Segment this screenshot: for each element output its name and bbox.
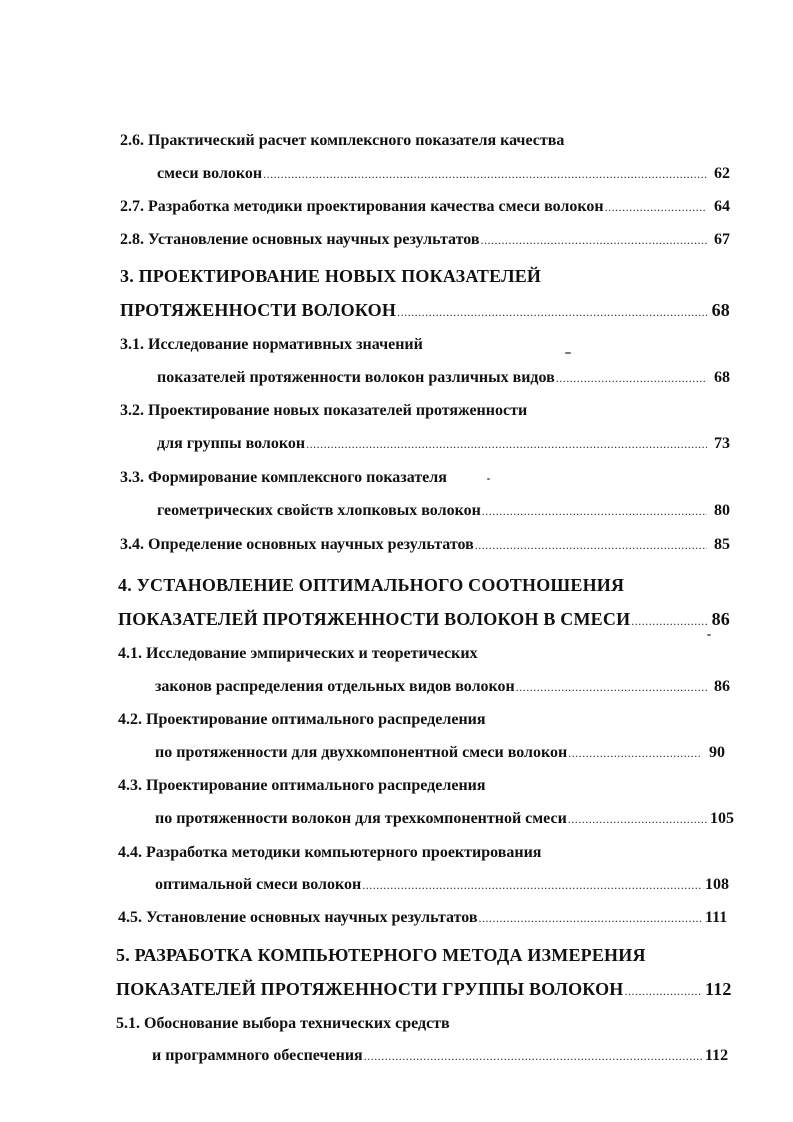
scan-speck [707,634,711,636]
toc-entry-4-1-heading [118,646,478,662]
dot-leader [516,681,707,693]
toc-chapter-5-heading [116,946,646,964]
toc-chapter-text: 3. ПРОЕКТИРОВАНИЕ НОВЫХ ПОКАЗАТЕЛЕЙ [120,266,542,286]
page-number: 111 [705,909,728,926]
dot-leader [263,168,707,180]
toc-entry-text: и программного обеспечения [152,1047,363,1064]
toc-entry-4-2-heading [118,712,486,728]
toc-chapter-3[interactable] [120,301,730,319]
page-number: 112 [705,979,732,999]
toc-entry-text: по протяженности для двухкомпонентной смеси волокон [155,744,568,761]
dot-leader [568,813,707,825]
page-number: 68 [714,369,730,386]
dot-leader [624,985,702,997]
toc-entry-text: геометрических свойств хлопковых волокон [157,502,481,519]
toc-entry-3-3[interactable] [157,503,730,519]
dot-leader [481,234,707,246]
toc-entry-4-3[interactable] [155,810,734,827]
dot-leader [631,615,707,627]
dot-leader [362,879,702,891]
toc-entry-3-4[interactable] [120,537,730,553]
toc-entry-3-2-heading [120,403,527,419]
toc-entry-3-2[interactable] [157,436,730,452]
toc-entry-text: законов распределения отдельных видов волокон [155,678,515,695]
dot-leader [482,505,707,517]
toc-entry-2-6-heading [120,133,564,149]
toc-entry-text: 3.1. Исследование нормативных значений [120,336,423,353]
toc-entry-text: 3.3. Формирование комплексного показателя [120,469,447,486]
toc-chapter-5[interactable] [116,979,732,999]
toc-entry-4-4[interactable] [155,876,729,893]
page-number: 86 [711,609,730,629]
dot-leader [568,747,702,759]
toc-entry-text: 2.7. Разработка методики проектирования качества смеси волокон [120,198,604,215]
toc-entry-text: показателей протяженности волокон различных видов [157,369,555,386]
toc-chapter-3-heading [120,267,541,285]
dot-leader [475,539,707,551]
page-number: 62 [714,165,730,182]
toc-entry-text: 2.6. Практический расчет комплексного показателя качества [120,132,565,149]
toc-entry-5-1-heading [116,1016,450,1032]
toc-chapter-4-heading [118,576,624,594]
dot-leader [397,306,707,318]
dot-leader [605,201,707,213]
toc-entry-2-7[interactable] [120,199,730,215]
page-number: 64 [714,198,730,215]
page-number: 86 [714,678,730,695]
page-number: 80 [714,502,730,519]
toc-chapter-text: ПОКАЗАТЕЛЕЙ ПРОТЯЖЕННОСТИ ВОЛОКОН В СМЕСИ [118,609,631,629]
toc-entry-text: 4.2. Проектирование оптимального распределения [118,711,486,728]
toc-entry-4-4-heading [118,845,541,861]
page-number: 67 [714,231,730,248]
toc-entry-3-3-heading [120,470,447,486]
toc-entry-text: 4.5. Установление основных научных результатов [118,909,478,926]
dot-leader [306,438,707,450]
scan-speck [487,478,490,480]
page-number: 108 [705,876,729,893]
toc-entry-text: смеси волокон [157,165,263,182]
toc-entry-4-3-heading [118,778,486,794]
toc-entry-2-8[interactable] [120,232,730,248]
page-number: 112 [705,1047,729,1064]
toc-entry-5-1[interactable] [152,1047,729,1064]
toc-entry-4-5[interactable] [118,909,728,926]
toc-chapter-text: ПРОТЯЖЕННОСТИ ВОЛОКОН [120,300,397,320]
toc-entry-text: 3.4. Определение основных научных результатов [120,536,474,553]
toc-entry-text: 4.4. Разработка методики компьютерного проектирования [118,844,542,861]
toc-entry-text: 4.3. Проектирование оптимального распределения [118,777,486,794]
toc-entry-text: 5.1. Обоснование выбора технических средств [116,1015,450,1032]
dot-leader [364,1050,702,1062]
toc-entry-text: 3.2. Проектирование новых показателей протяженности [120,402,528,419]
toc-entry-4-1[interactable] [155,679,730,695]
page-number: 90 [709,744,725,761]
toc-entry-3-1-heading [120,337,423,353]
toc-entry-4-2[interactable] [155,745,725,761]
toc-entry-text: 4.1. Исследование эмпирических и теоретических [118,645,478,662]
toc-entry-text: для группы волокон [157,435,306,452]
toc-entry-text: 2.8. Установление основных научных результатов [120,231,480,248]
dot-leader [479,912,702,924]
toc-entry-2-6[interactable] [157,166,730,182]
dot-leader [556,372,707,384]
toc-entry-text: оптимальной смеси волокон [155,876,362,893]
page-number: 68 [711,300,730,320]
toc-chapter-text: 5. РАЗРАБОТКА КОМПЬЮТЕРНОГО МЕТОДА ИЗМЕРЕНИЯ [116,945,646,965]
toc-chapter-4[interactable] [118,610,730,628]
toc-entry-text: по протяженности волокон для трехкомпонентной смеси [155,810,567,827]
toc-entry-3-1[interactable] [157,370,730,386]
scan-speck [565,352,571,354]
toc-chapter-text: ПОКАЗАТЕЛЕЙ ПРОТЯЖЕННОСТИ ГРУППЫ ВОЛОКОН [116,979,624,999]
toc-chapter-text: 4. УСТАНОВЛЕНИЕ ОПТИМАЛЬНОГО СООТНОШЕНИЯ [118,575,625,595]
page-number: 73 [714,435,730,452]
page-number: 85 [714,536,730,553]
page-number: 105 [710,810,734,827]
